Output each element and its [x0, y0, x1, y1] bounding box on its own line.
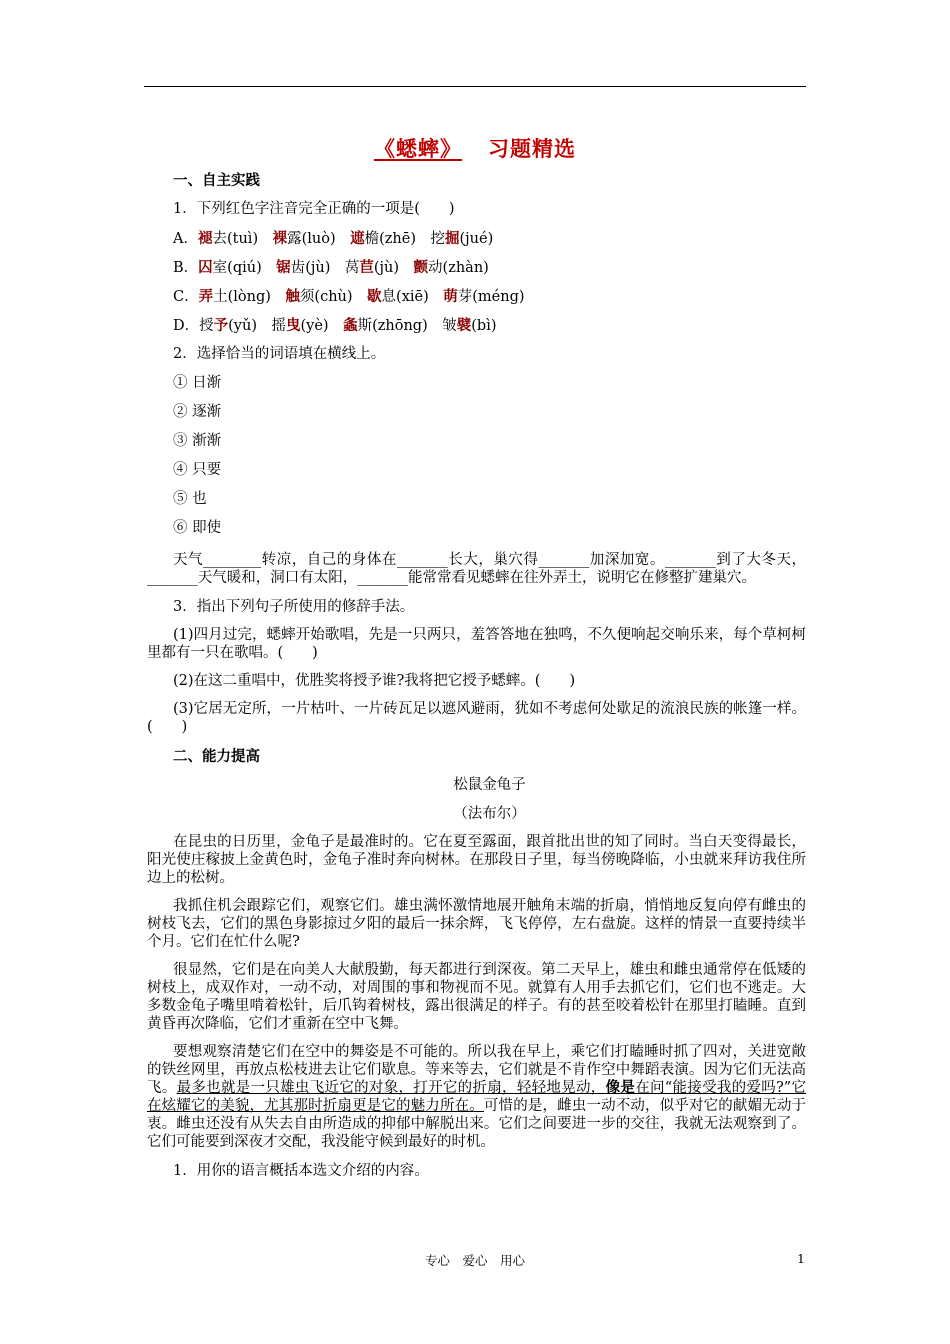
option-word: 锯齿(jù): [276, 259, 331, 276]
page-title: [0, 133, 950, 163]
title-book-name: 《蟋蟀》: [374, 136, 462, 161]
q1-option-b: [173, 257, 806, 286]
q2-option: ⑥ 即使: [173, 520, 222, 536]
article-paragraph: 我抓住机会跟踪它们，观察它们。雄虫满怀激情地展开触角末端的折扇，悄悄地反复向停有雌虫的树枝飞去，它们的黑色身影掠过夕阳的最后一抹余辉，飞飞停停，左右盘旋。这样的情景一直要持续半个月。它们在忙什么呢?: [147, 898, 806, 950]
article-title: 松鼠金龟子: [453, 777, 526, 793]
red-character: 萌: [443, 288, 458, 305]
option-word: 歇息(xiē): [367, 288, 429, 305]
q2-option: ⑤ 也: [173, 491, 207, 507]
option-letter: B．: [173, 260, 199, 276]
option-word: 弄土(lòng): [198, 288, 271, 305]
option-word: 皱襞(bì): [442, 317, 497, 334]
option-letter: D．: [173, 318, 200, 334]
article-paragraph: 在昆虫的日历里，金龟子是最准时的。它在夏至露面，跟首批出世的知了同时。当白天变得最长，阳光使庄稼披上金黄色时，金龟子准时奔向树林。在那段日子里，每当傍晚降临，小虫就来拜访我住所边上的松树。: [147, 834, 806, 886]
page-number: 1: [797, 1251, 805, 1266]
red-character: 触: [285, 288, 300, 305]
option-word: 褪去(tuì): [197, 230, 259, 247]
option-letter: C．: [173, 289, 199, 305]
q1-option-d: [173, 315, 806, 344]
option-word: 莴苣(jù): [344, 259, 400, 276]
q1-option-c: [173, 286, 806, 315]
bold-word: 像: [605, 1079, 621, 1096]
q2-option: ① 日渐: [173, 375, 222, 391]
section-heading-2: 二、能力提高: [173, 748, 260, 765]
red-character: 曳: [286, 317, 301, 334]
option-letter: A．: [173, 231, 198, 247]
q3-sentence-2: (2)在这二重唱中，优胜奖将授予谁?我将把它授予蟋蟀。( ): [173, 673, 576, 689]
option-word: 颤动(zhàn): [413, 259, 489, 276]
red-character: 褪: [197, 230, 213, 247]
article-text: 要想观察清楚它们在空中的舞姿是不可能的。所以我在早上，乘它们打瞌睡时抓了四对，关进宽敞的铁丝网里，再放点松枝进去让它们歇息。等来等去，它们就是不肯作空中舞蹈表演。因为它们无法高飞。: [147, 1044, 806, 1096]
red-character: 苣: [359, 259, 374, 276]
red-character: 掘: [445, 230, 460, 247]
red-character: 弄: [198, 288, 214, 305]
red-character: 歇: [367, 288, 382, 305]
reading-question-1: 1．用你的语言概括本选文介绍的内容。: [173, 1163, 429, 1179]
red-character: 颤: [413, 259, 429, 276]
q1-stem: 1．下列红色字注音完全正确的一项是( ): [173, 201, 455, 217]
underlined-sentence: 最多也就是一只雄虫飞近它的对象，打开它的折扇，轻轻地晃动，: [176, 1080, 606, 1096]
option-word: 萌芽(méng): [443, 288, 525, 305]
red-character: 锯: [276, 259, 291, 276]
q1-option-a: [173, 228, 806, 257]
option-word: 挖掘(jué): [430, 230, 494, 247]
article-text: 可惜的是，雌虫一动不动，似乎对它的献媚无动于衷。雌虫还没有从失去自由所造成的抑郁中解脱出来。它们之间要进一步的交往，我就无法观察到了。它们可能要到深夜才交配，我没能守候到最好的时机。: [147, 1098, 807, 1150]
red-character: 襞: [456, 317, 472, 334]
red-character: 予: [213, 317, 229, 334]
red-character: 螽: [343, 317, 358, 334]
option-word: 摇曳(yè): [271, 317, 329, 334]
option-word: 裸露(luò): [272, 230, 336, 247]
option-word: 囚室(qiú): [198, 259, 262, 276]
title-subtitle: 习题精选: [488, 136, 576, 161]
q3-stem: 3．指出下列句子所使用的修辞手法。: [173, 599, 415, 615]
q3-sentence-1: (1)四月过完，蟋蟀开始歌唱，先是一只两只，羞答答地在独鸣，不久便响起交响乐来，每个草柯柯里都有一只在歌唱。( ): [147, 627, 806, 661]
page-footer: 专心 爱心 用心: [424, 1253, 525, 1268]
q3-sentence-3: (3)它居无定所，一片枯叶、一片砖瓦足以遮风避雨，犹如不考虑何处歇足的流浪民族的帐篷一样。( ): [147, 701, 806, 735]
content: [147, 170, 807, 1190]
red-character: 囚: [198, 259, 213, 276]
q2-option: ③ 渐渐: [173, 433, 222, 449]
q2-stem: 2．选择恰当的词语填在横线上。: [173, 346, 386, 362]
option-word: 授予(yǔ): [199, 317, 257, 334]
red-character: 裸: [272, 230, 288, 247]
option-word: 触须(chù): [285, 288, 353, 305]
bold-word: 是: [620, 1079, 636, 1096]
option-word: 螽斯(zhōng): [343, 317, 428, 334]
underlined-sentence: 在问“能接受我的爱吗?”它在炫耀它的美貌，尤其那时折扇更是它的魅力所在。: [147, 1080, 807, 1114]
q2-option: ② 逐渐: [173, 404, 222, 420]
red-character: 遮: [350, 230, 365, 247]
article-paragraph: [147, 1043, 806, 1151]
q2-fill-text: 天气________转凉，自己的身体在_______长大，巢穴得_______加深加宽。_______到了大冬天，_______天气暖和，洞口有太阳，_______能常常看见蟋蟀在往外弄土，说明它在修整扩建巢穴。: [147, 552, 806, 586]
article-author: （法布尔）: [453, 806, 526, 822]
option-word: 遮檐(zhē): [350, 230, 417, 247]
header-rule: [144, 86, 806, 87]
article-paragraph: 很显然，它们是在向美人大献殷勤，每天都进行到深夜。第二天早上，雄虫和雌虫通常停在低矮的树枝上，成双作对，一动不动，对周围的事和物视而不见。就算有人用手去抓它们，它们也不逃走。大多数金龟子嘴里啃着松针，后爪钩着树枝，露出很满足的样子。有的甚至咬着松针在那里打瞌睡。直到黄昏再次降临，它们才重新在空中飞舞。: [147, 962, 806, 1032]
q2-option: ④ 只要: [173, 462, 222, 478]
section-heading-1: 一、自主实践: [173, 172, 260, 189]
